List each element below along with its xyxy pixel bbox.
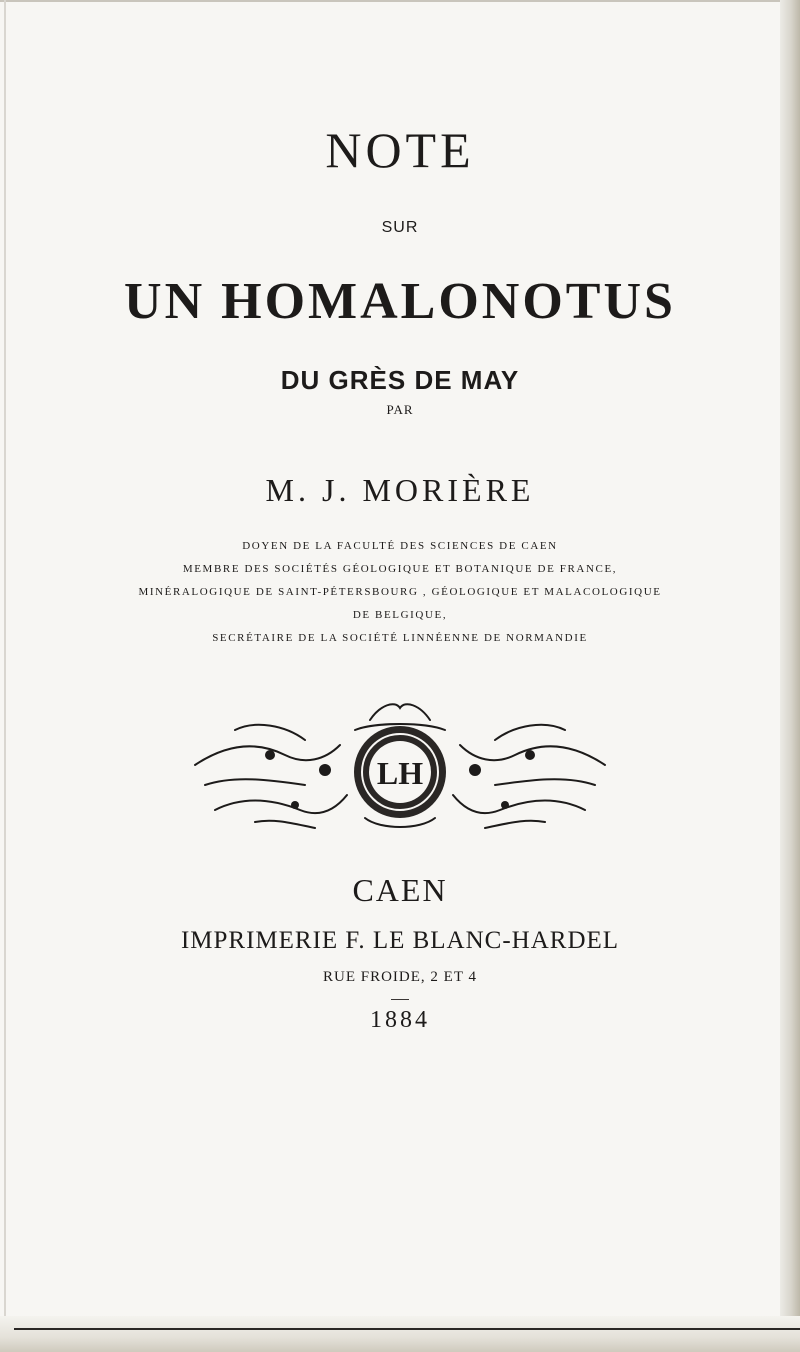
- author-credential: SECRÉTAIRE DE LA SOCIÉTÉ LINNÉENNE DE NORMANDIE: [212, 632, 588, 644]
- author-credential: DE BELGIQUE,: [352, 609, 448, 621]
- page-top-edge: [0, 0, 800, 2]
- imprint-city: CAEN: [352, 872, 448, 908]
- author-credential: DOYEN DE LA FACULTÉ DES SCIENCES DE CAEN: [242, 540, 558, 552]
- subtitle: DU GRÈS DE MAY: [280, 365, 520, 395]
- author-credential: MINÉRALOGIQUE DE SAINT-PÉTERSBOURG , GÉOLOGIQUE ET MALACOLOGIQUE: [138, 586, 662, 598]
- imprint-year: 1884: [370, 1007, 430, 1033]
- page-bottom-edge: [0, 1316, 800, 1352]
- author-name: M. J. MORIÈRE: [265, 472, 535, 508]
- page-bottom-rule: [14, 1328, 800, 1330]
- ornament-monogram: LH: [376, 755, 424, 791]
- page-right-edge: [780, 0, 800, 1352]
- title-connector: SUR: [381, 219, 419, 236]
- imprint-divider: [391, 999, 409, 1000]
- document-title: NOTE: [325, 122, 475, 178]
- author-credential: MEMBRE DES SOCIÉTÉS GÉOLOGIQUE ET BOTANIQUE DE FRANCE,: [182, 563, 618, 575]
- imprint-address: RUE FROIDE, 2 ET 4: [323, 969, 477, 985]
- imprint-printer: IMPRIMERIE F. LE BLANC-HARDEL: [180, 927, 620, 954]
- printer-ornament-icon: [175, 700, 625, 840]
- byline-label: PAR: [386, 402, 414, 417]
- page-left-edge: [4, 0, 6, 1352]
- main-title: UN HOMALONOTUS: [124, 273, 676, 330]
